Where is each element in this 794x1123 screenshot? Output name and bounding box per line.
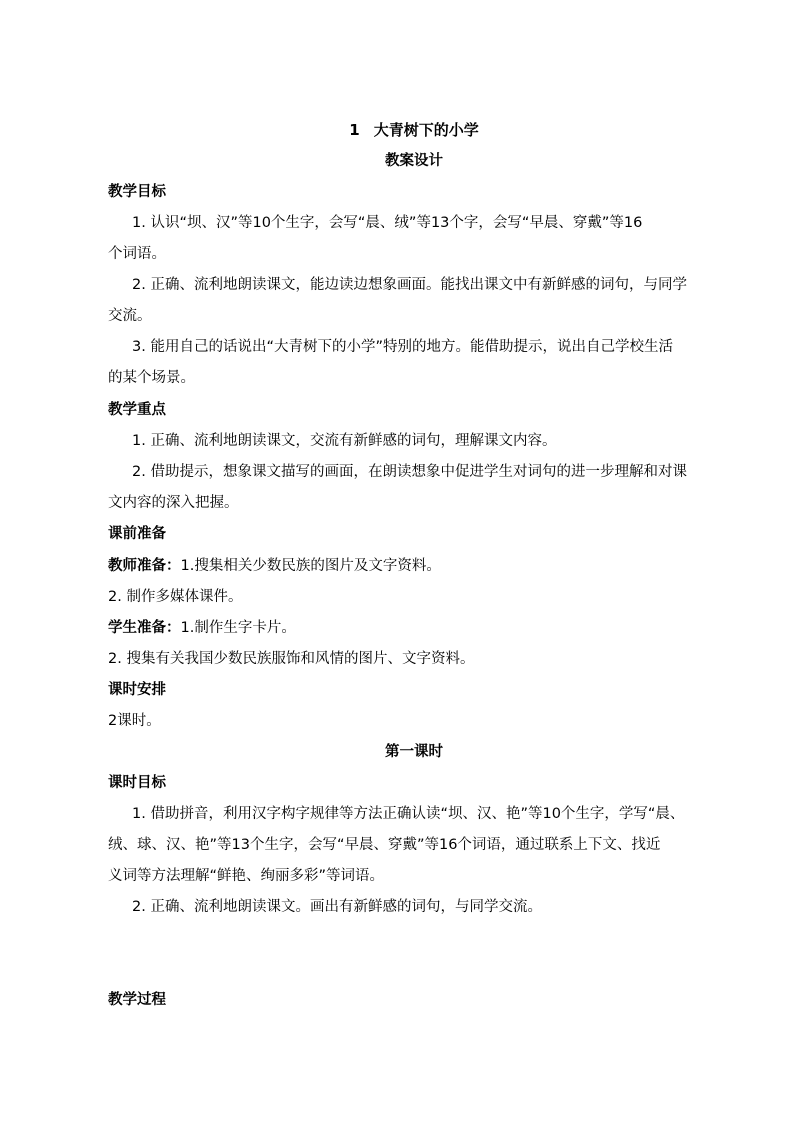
teacher-prep-line — [108, 556, 720, 576]
objective-1-line-2: 个词语。 — [108, 246, 166, 262]
first-period-heading: 第一课时 — [385, 744, 443, 760]
key-point-1: 1. 正确、流利地朗读课文，交流有新鲜感的词句，理解课文内容。 — [132, 433, 557, 449]
key-point-2-line-1: 2. 借助提示，想象课文描写的画面，在朗读想象中促进学生对词句的进一步理解和对课 — [132, 464, 687, 480]
teacher-prep-item-1: 1.搜集相关少数民族的图片及文字资料。 — [180, 558, 441, 574]
period-objective-2: 2. 正确、流利地朗读课文。画出有新鲜感的词句，与同学交流。 — [132, 899, 542, 915]
teacher-prep-item-2: 2. 制作多媒体课件。 — [108, 589, 243, 605]
preparation-heading: 课前准备 — [108, 526, 166, 542]
objective-3-line-1: 3. 能用自己的话说出“大青树下的小学”特别的地方。能借助提示，说出自己学校生活 — [132, 339, 673, 355]
objective-2-line-1: 2. 正确、流利地朗读课文，能边读边想象画面。能找出课文中有新鲜感的词句，与同学 — [132, 277, 687, 293]
schedule-heading: 课时安排 — [108, 682, 166, 698]
period-objectives-heading: 课时目标 — [108, 775, 166, 791]
objective-3-line-2: 的某个场景。 — [108, 370, 195, 386]
period-objective-1-line-1: 1. 借助拼音，利用汉字构字规律等方法正确认读“坝、汉、艳”等10个生字，学写“晨、 — [132, 806, 685, 822]
period-objective-1-line-2: 绒、球、汉、艳”等13个生字，会写“早晨、穿戴”等16个词语，通过联系上下文、找近 — [108, 837, 661, 853]
objective-1-line-1: 1. 认识“坝、汉”等10个生字，会写“晨、绒”等13个字，会写“早晨、穿戴”等16 — [132, 215, 643, 231]
lesson-number: 1 — [349, 121, 360, 139]
objective-2-line-2: 交流。 — [108, 308, 152, 324]
student-prep-item-2: 2. 搜集有关我国少数民族服饰和风情的图片、文字资料。 — [108, 651, 475, 667]
student-prep-item-1: 1.制作生字卡片。 — [180, 620, 296, 636]
key-point-2-line-2: 文内容的深入把握。 — [108, 495, 239, 511]
lesson-title — [108, 120, 720, 140]
schedule-value: 2课时。 — [108, 713, 161, 729]
process-heading: 教学过程 — [108, 992, 166, 1008]
period-objective-1-line-3: 义词等方法理解“鲜艳、绚丽多彩”等词语。 — [108, 868, 385, 884]
teacher-prep-label: 教师准备： — [108, 558, 181, 574]
student-prep-label: 学生准备： — [108, 620, 181, 636]
objectives-heading: 教学目标 — [108, 184, 166, 200]
key-points-heading: 教学重点 — [108, 402, 166, 418]
student-prep-line — [108, 618, 720, 638]
lesson-title-text: 大青树下的小学 — [373, 121, 479, 139]
lesson-subtitle: 教案设计 — [385, 153, 443, 169]
